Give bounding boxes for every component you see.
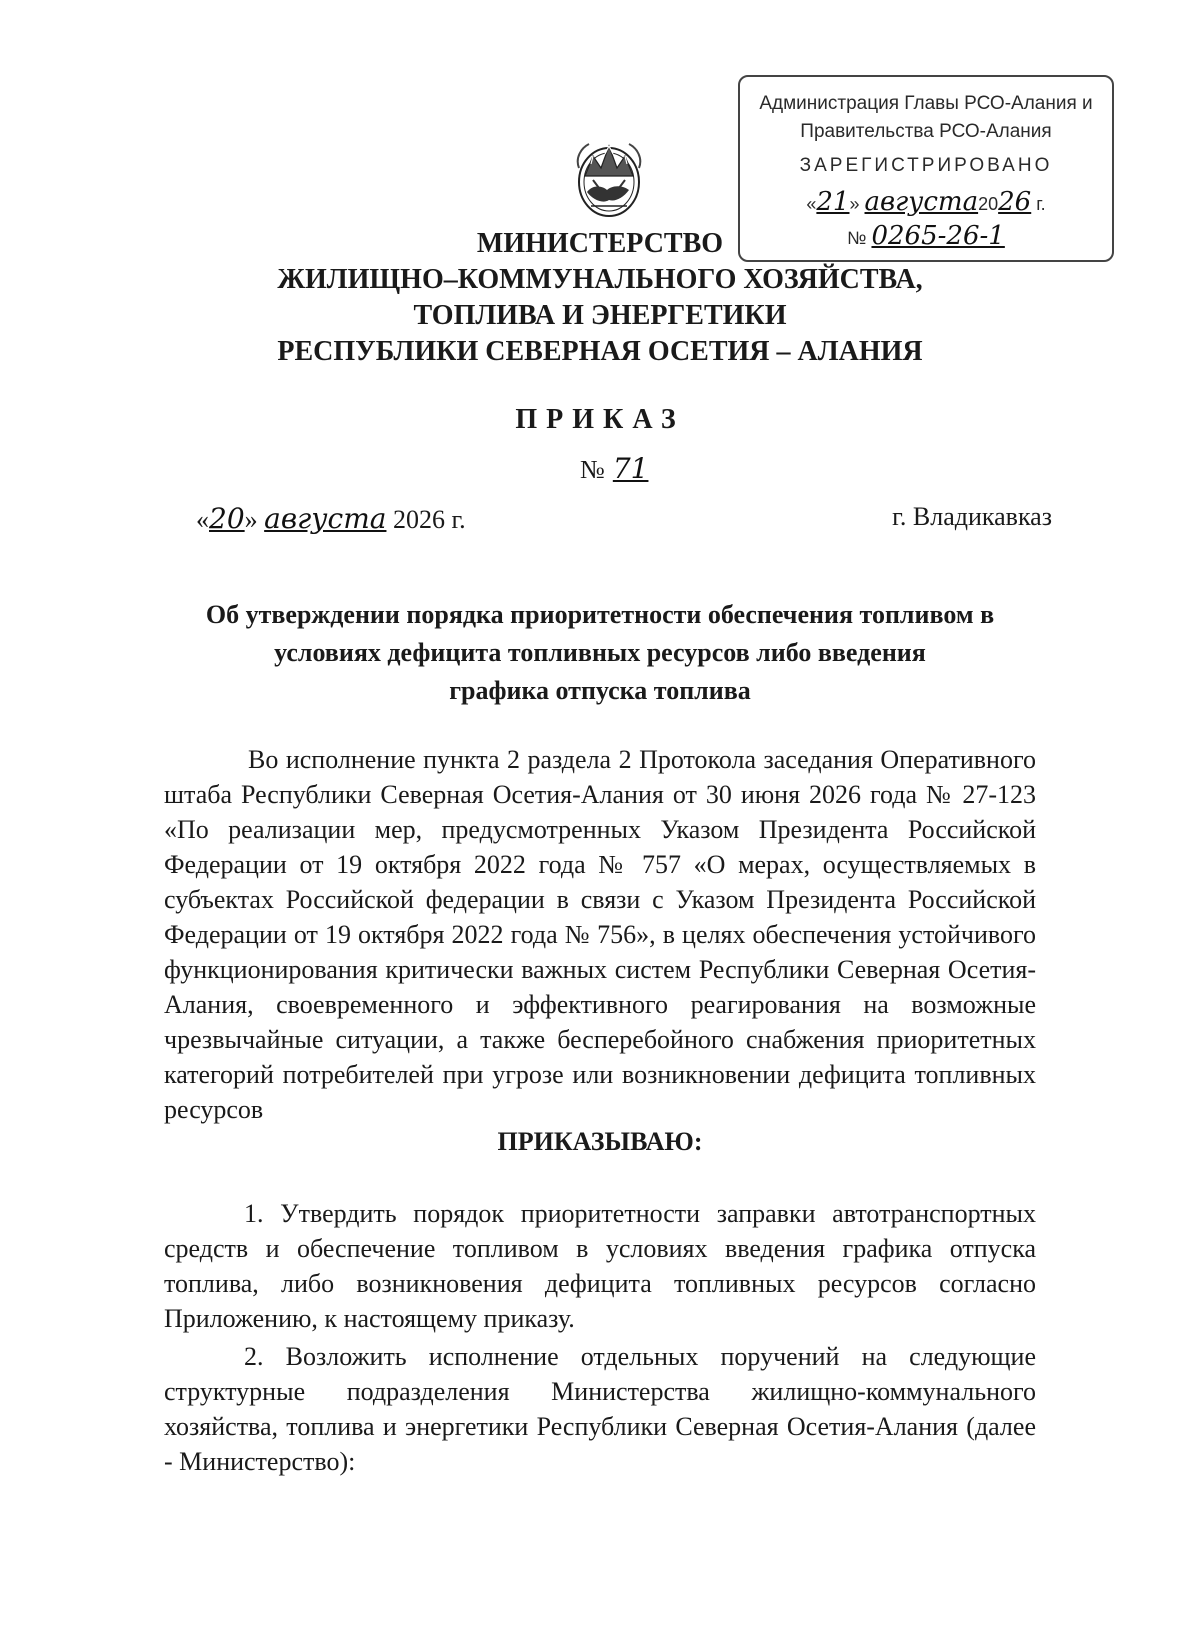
stamp-date-open: « [806,194,817,214]
ministry-line-3: ТОПЛИВА И ЭНЕРГЕТИКИ [413,300,787,331]
ministry-line-4: РЕСПУБЛИКИ СЕВЕРНАЯ ОСЕТИЯ – АЛАНИЯ [277,336,923,367]
ministry-heading [240,226,960,370]
stamp-registered: ЗАРЕГИСТРИРОВАНО [799,155,1053,176]
subject-line-1: Об утверждении порядка приоритетности обеспечения топливом в [205,600,995,629]
stamp-line-government: Правительства РСО-Алания [800,121,1052,142]
preamble-paragraph: Во исполнение пункта 2 раздела 2 Протокола заседания Оперативного штаба Республики Северная Осетия-Алания от 30 июня 2026 года № 27-123 «По реализации мер, предусмотренных Указом Президента Российской Федерации от 19 октября 2022 года № 757 «О мерах, осуществляемых в субъектах Российской федерации в связи с Указом Президента Российской Федерации от 19 октября 2022 года № 756», в целях обеспечения устойчивого функционирования критически важных систем Республики Северная Осетия-Алания, своевременного и эффективного реагирования на возможные чрезвычайные ситуации, а также бесперебойного снабжения приоритетных категорий потребителей при угрозе или возникновении дефицита топливных ресурсов [164,745,1036,1124]
item-2-paragraph: 2. Возложить исполнение отдельных поручений на следующие структурные подразделения Министерства жилищно-коммунального хозяйства, топлива и энергетики Республики Северная Осетия-Алания (далее - Министерство): [164,1342,1036,1476]
stamp-number-prefix: № [847,228,867,248]
stamp-date [740,187,1112,217]
order-title: ПРИКАЗ [515,404,685,435]
stamp-line-administration: Администрация Главы РСО-Алания и [759,93,1093,114]
coat-of-arms-icon [563,128,655,220]
item-1-paragraph: 1. Утвердить порядок приоритетности заправки автотранспортных средств и обеспечение топливом в условиях введения графика отпуска топлива, либо возникновения дефицита топливных ресурсов согласно Приложению, к настоящему приказу. [164,1199,1036,1333]
stamp-date-close: » [849,194,860,214]
stamp-date-day: 21 [816,187,850,217]
order-subject [160,596,1040,710]
order-date-day: 20 [209,502,245,535]
order-date-month: августа [264,502,387,535]
subject-line-3: графика отпуска топлива [449,676,751,705]
command-heading: ПРИКАЗЫВАЮ: [497,1127,703,1156]
order-date-close: » [244,505,258,534]
stamp-date-year: 26 [998,187,1032,217]
subject-line-2: условиях дефицита топливных ресурсов либо введения [274,638,926,667]
order-date-year: 2026 г. [392,505,466,534]
stamp-date-year-prefix: 20 [978,194,999,214]
order-city: г. Владикавказ [892,502,1052,531]
order-date-open: « [196,505,209,534]
coat-of-arms-graphic [563,128,655,220]
order-number [580,452,648,485]
ministry-line-1: МИНИСТЕРСТВО [476,228,724,259]
ministry-line-2: ЖИЛИЩНО–КОММУНАЛЬНОГО ХОЗЯЙСТВА, [277,264,923,295]
order-date [196,502,466,535]
stamp-date-suffix: г. [1036,194,1046,214]
order-number-prefix: № [580,455,605,484]
stamp-date-month: августа [864,187,979,217]
order-number-value: 71 [612,452,649,485]
stamp-number-value: 0265-26-1 [871,221,1005,251]
